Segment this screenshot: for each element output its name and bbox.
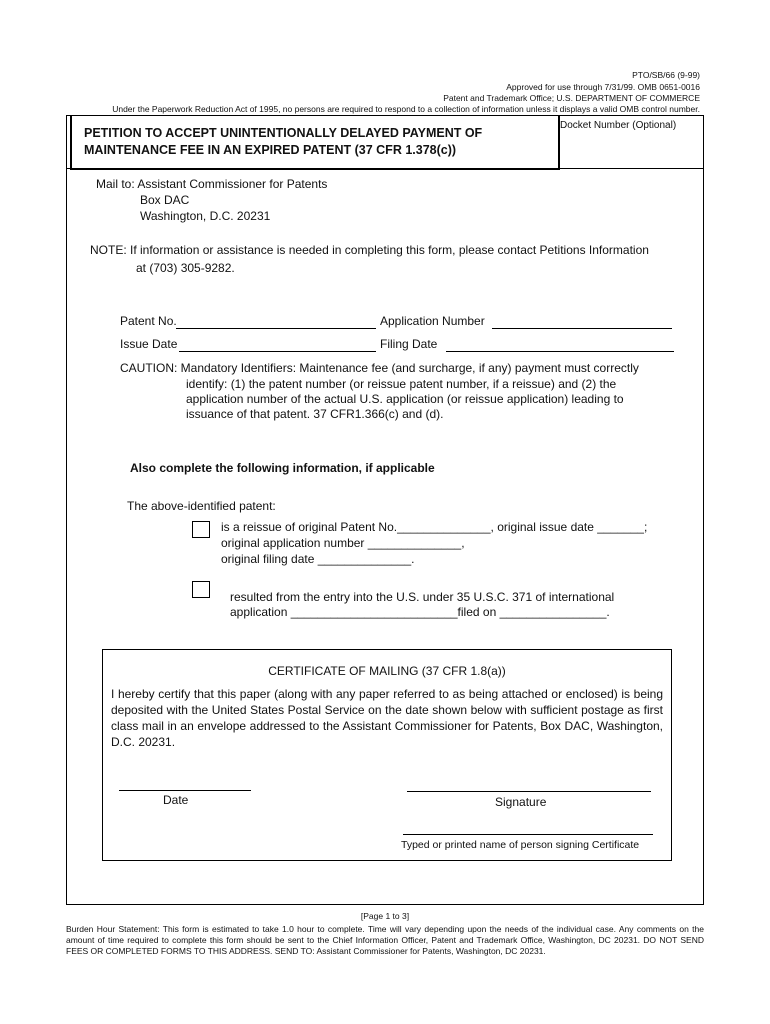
paperwork-notice: Under the Paperwork Reduction Act of 1995, no persons are required to respond to a collection of information unless it displays a valid OMB control number. bbox=[112, 104, 700, 114]
title-separator-rule bbox=[66, 168, 704, 169]
form-id: PTO/SB/66 (9-99) bbox=[632, 70, 700, 80]
typed-name-label: Typed or printed name of person signing Certificate bbox=[401, 839, 640, 851]
issue-date-field[interactable] bbox=[179, 351, 376, 352]
office-name: Patent and Trademark Office; U.S. DEPARTMENT OF COMMERCE bbox=[443, 93, 700, 103]
page-indicator: [Page 1 to 3] bbox=[360, 911, 410, 921]
certificate-date-label: Date bbox=[163, 793, 189, 807]
caution-line3: application number of the actual U.S. application (or reissue application) leading to bbox=[186, 392, 624, 406]
mail-to-line3: Washington, D.C. 20231 bbox=[140, 209, 271, 223]
frame-right-rule bbox=[703, 115, 704, 905]
certificate-of-mailing-box bbox=[102, 649, 672, 861]
certificate-body: I hereby certify that this paper (along with any paper referred to as being attached or enclosed) is being deposited with the United States Postal Service on the date shown below with sufficient postage as first class mail in an envelope addressed to the Assistant Commissioner for Patents, Box DAC, Washington, D.C. 20231. bbox=[111, 687, 663, 749]
certificate-title: CERTIFICATE OF MAILING (37 CFR 1.8(a)) bbox=[268, 664, 506, 678]
caution-line4: issuance of that patent. 37 CFR1.366(c) and (d). bbox=[186, 407, 444, 421]
note-line1: NOTE: If information or assistance is needed in completing this form, please contact Petitions Information bbox=[90, 243, 649, 257]
title-box bbox=[70, 116, 560, 170]
caution-line1: CAUTION: Mandatory Identifiers: Maintenance fee (and surcharge, if any) payment must correctly bbox=[120, 361, 639, 375]
patent-no-label: Patent No. bbox=[120, 314, 177, 328]
burden-statement: Burden Hour Statement: This form is estimated to take 1.0 hour to complete. Time will vary depending upon the needs of the individual case. Any comments on the amount of time required to complete this form should be sent to the Chief Information Officer, Patent and Trademark Office, Washington, DC 20231. DO NOT SEND FEES OR COMPLETED FORMS TO THIS ADDRESS. SEND TO: Assistant Commissioner for Patents, Washington, DC 20231. bbox=[66, 924, 704, 956]
certificate-date-field[interactable] bbox=[119, 790, 251, 791]
reissue-line1: is a reissue of original Patent No.______________, original issue date _______; bbox=[221, 520, 648, 534]
mail-to-line1: Mail to: Assistant Commissioner for Patents bbox=[96, 177, 328, 191]
issue-date-label: Issue Date bbox=[120, 337, 178, 351]
filing-date-label: Filing Date bbox=[380, 337, 438, 351]
patent-no-field[interactable] bbox=[176, 328, 376, 329]
international-entry-line2: application _________________________filed on ________________. bbox=[230, 605, 610, 619]
docket-number-field[interactable] bbox=[560, 140, 698, 162]
application-number-label: Application Number bbox=[380, 314, 485, 328]
also-complete-heading: Also complete the following information, if applicable bbox=[130, 461, 435, 475]
frame-left-rule bbox=[66, 115, 67, 905]
international-entry-line1: resulted from the entry into the U.S. under 35 U.S.C. 371 of international bbox=[230, 590, 615, 604]
note-line2: at (703) 305-9282. bbox=[136, 261, 235, 275]
filing-date-field[interactable] bbox=[446, 351, 674, 352]
reissue-checkbox[interactable] bbox=[192, 521, 210, 538]
form-title-line1: PETITION TO ACCEPT UNINTENTIONALLY DELAYED PAYMENT OF bbox=[84, 126, 483, 140]
frame-bottom-rule bbox=[66, 904, 704, 905]
certificate-signature-field[interactable] bbox=[407, 791, 651, 792]
certificate-signature-label: Signature bbox=[495, 795, 547, 809]
mail-to-line2: Box DAC bbox=[140, 193, 190, 207]
caution-line2: identify: (1) the patent number (or reissue patent number, if a reissue) and (2) the bbox=[186, 377, 617, 391]
reissue-line2: original application number ______________, bbox=[221, 536, 465, 550]
above-identified-label: The above-identified patent: bbox=[127, 499, 276, 513]
form-title-line2: MAINTENANCE FEE IN AN EXPIRED PATENT (37 CFR 1.378(c)) bbox=[84, 143, 457, 157]
application-number-field[interactable] bbox=[492, 328, 672, 329]
typed-name-field[interactable] bbox=[403, 834, 653, 835]
reissue-line3: original filing date ______________. bbox=[221, 552, 415, 566]
docket-number-label: Docket Number (Optional) bbox=[560, 120, 677, 131]
omb-approval: Approved for use through 7/31/99. OMB 0651-0016 bbox=[506, 82, 700, 92]
international-entry-checkbox[interactable] bbox=[192, 581, 210, 598]
